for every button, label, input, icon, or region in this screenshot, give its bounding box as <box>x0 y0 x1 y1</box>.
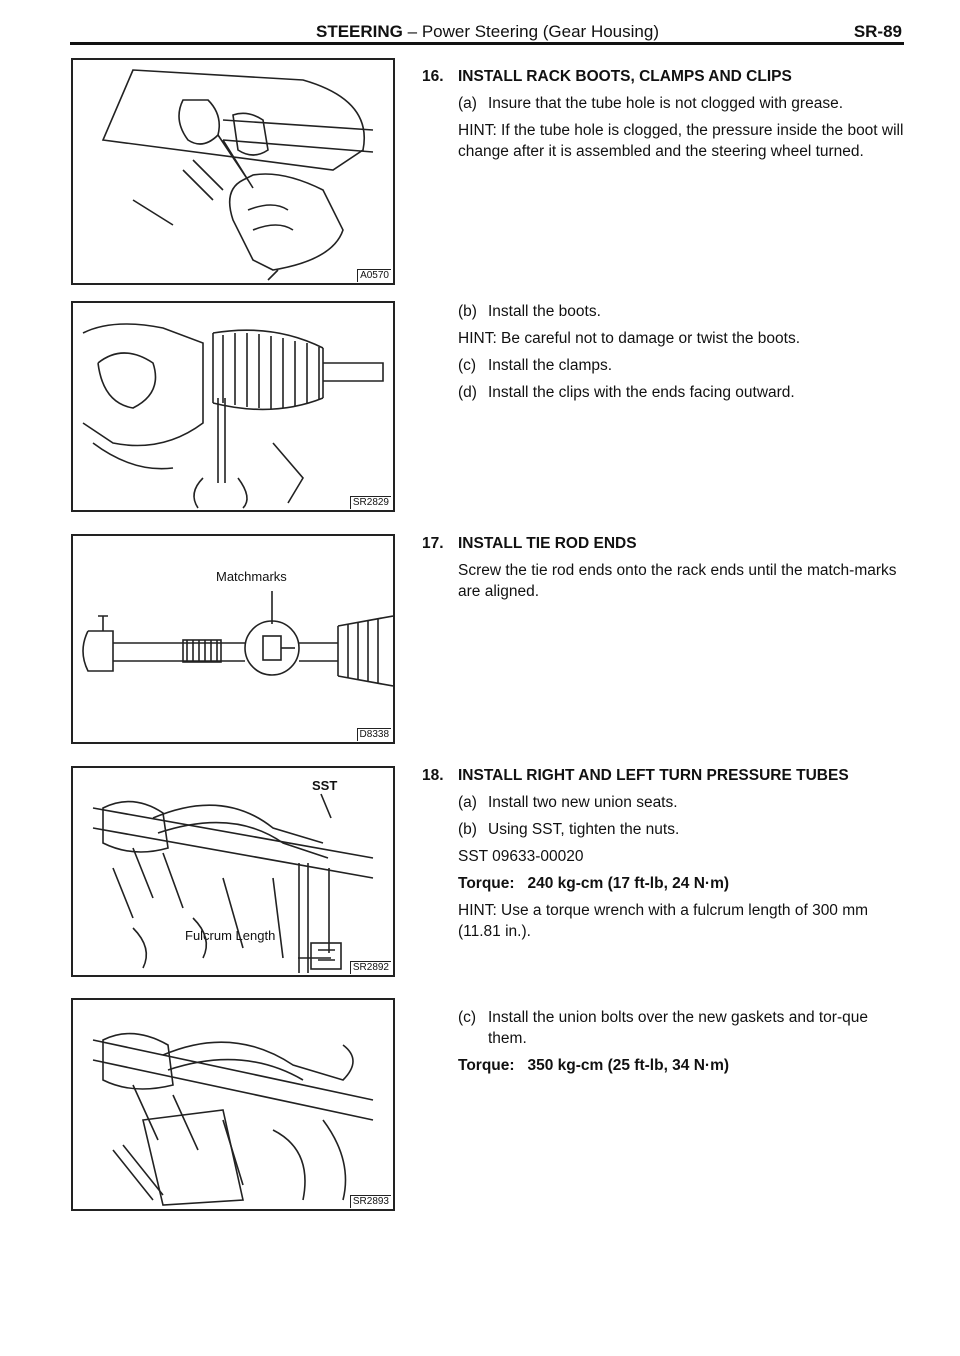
step-title: INSTALL RIGHT AND LEFT TURN PRESSURE TUBES <box>458 767 849 784</box>
hint-text: HINT: Use a torque wrench with a fulcrum length of 300 mm (11.81 in.). <box>458 902 869 940</box>
figure-rack-boots <box>71 301 395 512</box>
figure-matchmarks <box>71 534 395 744</box>
figure-code: SR2829 <box>350 496 391 509</box>
step-title: INSTALL RACK BOOTS, CLAMPS AND CLIPS <box>458 68 792 85</box>
substep-b: (b) Using SST, tighten the nuts. <box>458 821 680 838</box>
figure-code: D8338 <box>357 728 391 741</box>
header-dash: – <box>402 22 422 41</box>
hint-text: HINT: If the tube hole is clogged, the pressure inside the boot will change after it is assembled and the steering wheel turned. <box>458 122 904 160</box>
substep-c: (c) Install the clamps. <box>458 357 613 374</box>
header-subtitle: Power Steering (Gear Housing) <box>421 22 659 41</box>
header-rule <box>70 42 904 45</box>
step-18-continued <box>422 1007 907 1076</box>
step-heading <box>422 765 907 786</box>
header-title <box>316 22 659 42</box>
rack-boot-illustration <box>73 303 393 510</box>
torque-spec-1: Torque: 240 kg-cm (17 ft-lb, 24 N·m) <box>458 875 730 892</box>
figure-sst-fulcrum <box>71 766 395 977</box>
substep-a: (a) Insure that the tube hole is not clogged with grease. <box>458 95 844 112</box>
substep-c: (c) Install the union bolts over the new gaskets and tor-que them. <box>458 1009 868 1047</box>
section-name: STEERING <box>316 22 403 41</box>
tube-hole-illustration <box>73 60 393 283</box>
tie-rod-illustration <box>73 536 393 742</box>
union-bolt-illustration <box>73 1000 393 1209</box>
substep-b: (b) Install the boots. <box>458 303 601 320</box>
step-title: INSTALL TIE ROD ENDS <box>458 535 637 552</box>
step-number: 16. <box>422 68 444 85</box>
step-number: 18. <box>422 767 444 784</box>
figure-code: SR2892 <box>350 961 391 974</box>
step-16 <box>422 66 907 162</box>
figure-union-bolts <box>71 998 395 1211</box>
step-17 <box>422 533 907 602</box>
figure-tube-hole <box>71 58 395 285</box>
step-heading <box>422 66 907 87</box>
step-18 <box>422 765 907 942</box>
step-16-continued <box>422 301 907 403</box>
figure-code: A0570 <box>357 269 391 282</box>
hint-text: HINT: Be careful not to damage or twist the boots. <box>458 330 801 347</box>
step-number: 17. <box>422 535 444 552</box>
figure-code: SR2893 <box>350 1195 391 1208</box>
sst-number: SST 09633-00020 <box>458 848 584 865</box>
step-body: Screw the tie rod ends onto the rack ends until the match-marks are aligned. <box>458 562 897 600</box>
torque-spec-2: Torque: 350 kg-cm (25 ft-lb, 34 N·m) <box>458 1057 730 1074</box>
sst-label: SST <box>312 778 338 793</box>
substep-d: (d) Install the clips with the ends facing outward. <box>458 384 795 401</box>
pressure-tube-illustration <box>73 768 393 975</box>
substep-a: (a) Install two new union seats. <box>458 794 678 811</box>
page-header <box>70 22 904 44</box>
matchmarks-label: Matchmarks <box>216 569 287 584</box>
page-number: SR-89 <box>853 22 902 41</box>
fulcrum-length-label: Fulcrum Length <box>185 928 276 943</box>
step-heading <box>422 533 907 554</box>
